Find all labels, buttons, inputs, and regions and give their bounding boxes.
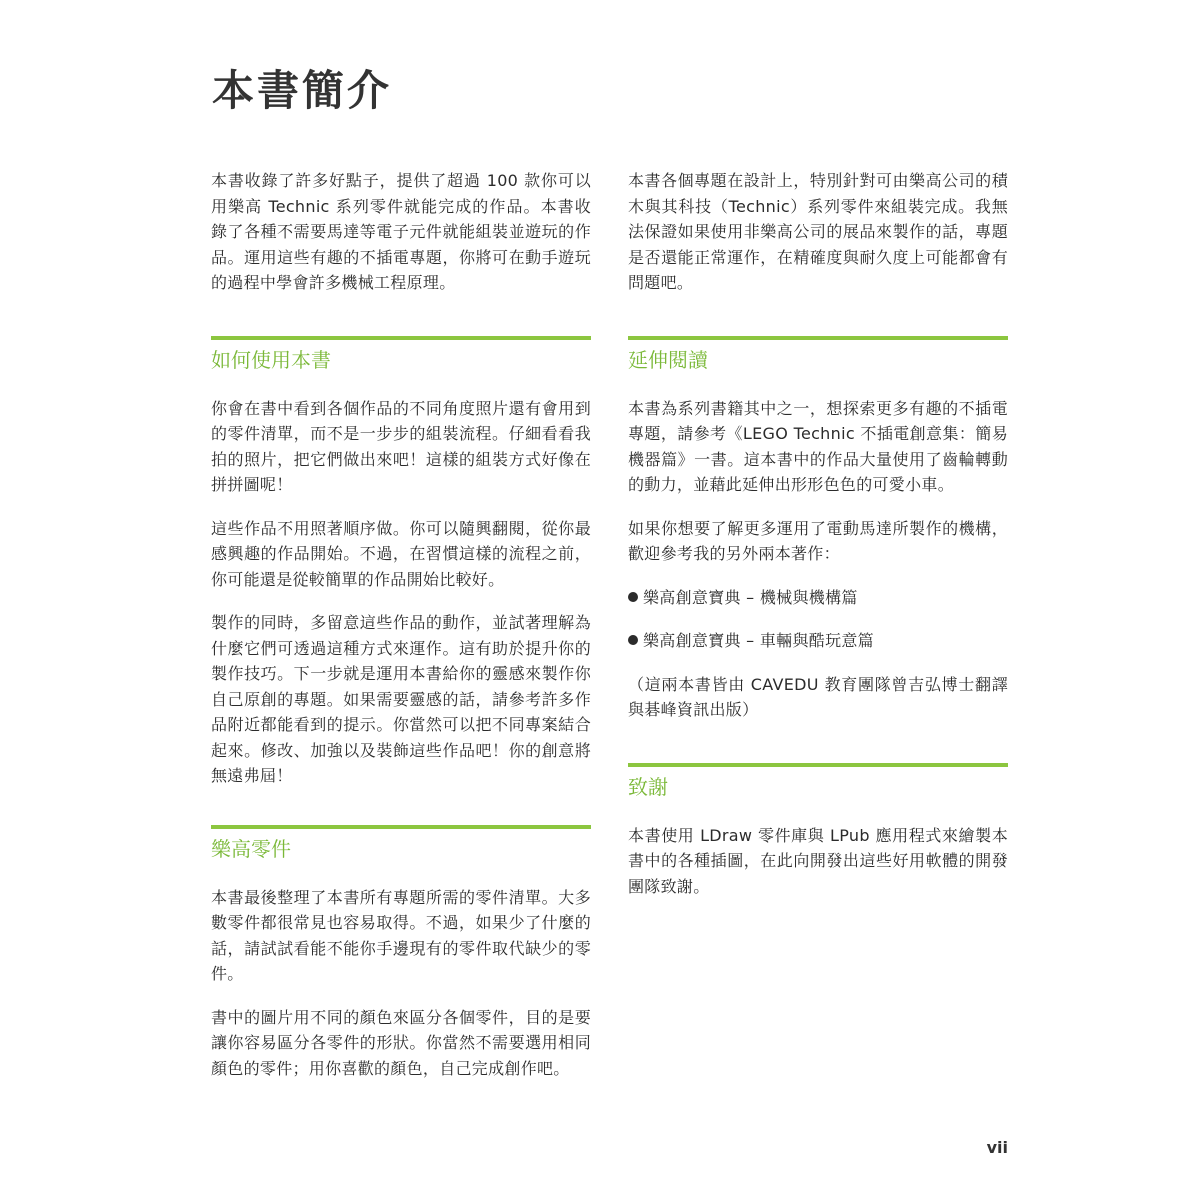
- further-paragraph-2: 如果你想要了解更多運用了電動馬達所製作的機構，歡迎參考我的另外兩本著作：: [628, 518, 1008, 563]
- intro-paragraph: 本書收錄了許多好點子，提供了超過 100 款你可以用樂高 Technic 系列零件就能完成的作品。本書收錄了各種不需要馬達等電子元件就能組裝並遊玩的作品。運用這些有趣的不插電專題，你將可在動手遊玩的過程中學會許多機械工程原理。: [211, 171, 591, 292]
- section-heading-acknowledgements: 致謝: [628, 763, 1008, 801]
- how-to-paragraph-2: 這些作品不用照著順序做。你可以隨興翻閱，從你最感興趣的作品開始。不過，在習慣這樣的流程之前，你可能還是從較簡單的作品開始比較好。: [211, 518, 591, 589]
- acknowledgements-paragraph: 本書使用 LDraw 零件庫與 LPub 應用程式來繪製本書中的各種插圖，在此向開發出這些好用軟體的開發團隊致謝。: [628, 825, 1008, 896]
- right-column: [628, 168, 1008, 917]
- translation-note: （這兩本書皆由 CAVEDU 教育團隊曾吉弘博士翻譯與碁峰資訊出版）: [628, 674, 1008, 719]
- parts-paragraph-1: 本書最後整理了本書所有專題所需的零件清單。大多數零件都很常見也容易取得。不過，如果少了什麼的話，請試試看能不能你手邊現有的零件取代缺少的零件。: [211, 887, 591, 983]
- book-title: 樂高創意寶典 – 車輛與酷玩意篇: [643, 631, 874, 650]
- page-title: 本書簡介: [212, 66, 393, 115]
- book-list-item: [628, 628, 1008, 654]
- parts-paragraph-2: 書中的圖片用不同的顏色來區分各個零件，目的是要讓你容易區分各零件的形狀。你當然不需要選用相同顏色的零件；用你喜歡的顏色，自己完成創作吧。: [211, 1007, 591, 1078]
- design-note-paragraph: 本書各個專題在設計上，特別針對可由樂高公司的積木與其科技（Technic）系列零件來組裝完成。我無法保證如果使用非樂高公司的展品來製作的話，專題是否還能正常運作，在精確度與耐久度上可能都會有問題吧。: [628, 171, 1008, 292]
- page-number: vii: [986, 1138, 1008, 1157]
- how-to-paragraph-1: 你會在書中看到各個作品的不同角度照片還有會用到的零件清單，而不是一步步的組裝流程。仔細看看我拍的照片，把它們做出來吧！這樣的組裝方式好像在拼拼圖呢！: [211, 398, 591, 494]
- book-title: 樂高創意寶典 – 機械與機構篇: [643, 587, 858, 607]
- book-list-item: [628, 585, 1008, 611]
- section-heading-lego-parts: 樂高零件: [211, 825, 591, 863]
- bullet-icon: [628, 592, 638, 602]
- section-heading-how-to-use: 如何使用本書: [211, 336, 591, 374]
- further-paragraph-1: 本書為系列書籍其中之一，想探索更多有趣的不插電專題，請參考《LEGO Technic 不插電創意集：簡易機器篇》一書。這本書中的作品大量使用了齒輪轉動的動力，並藉此延伸出形形色色的可愛小車。: [628, 398, 1008, 494]
- how-to-paragraph-3: 製作的同時，多留意這些作品的動作，並試著理解為什麼它們可透過這種方式來運作。這有助於提升你的製作技巧。下一步就是運用本書給你的靈感來製作你自己原創的專題。如果需要靈感的話，請參考許多作品附近都能看到的提示。你當然可以把不同專案結合起來。修改、加強以及裝飾這些作品吧！你的創意將無遠弗屆！: [211, 613, 591, 785]
- bullet-icon: [628, 635, 638, 645]
- section-heading-further-reading: 延伸閱讀: [628, 336, 1008, 374]
- left-column: [211, 168, 591, 1099]
